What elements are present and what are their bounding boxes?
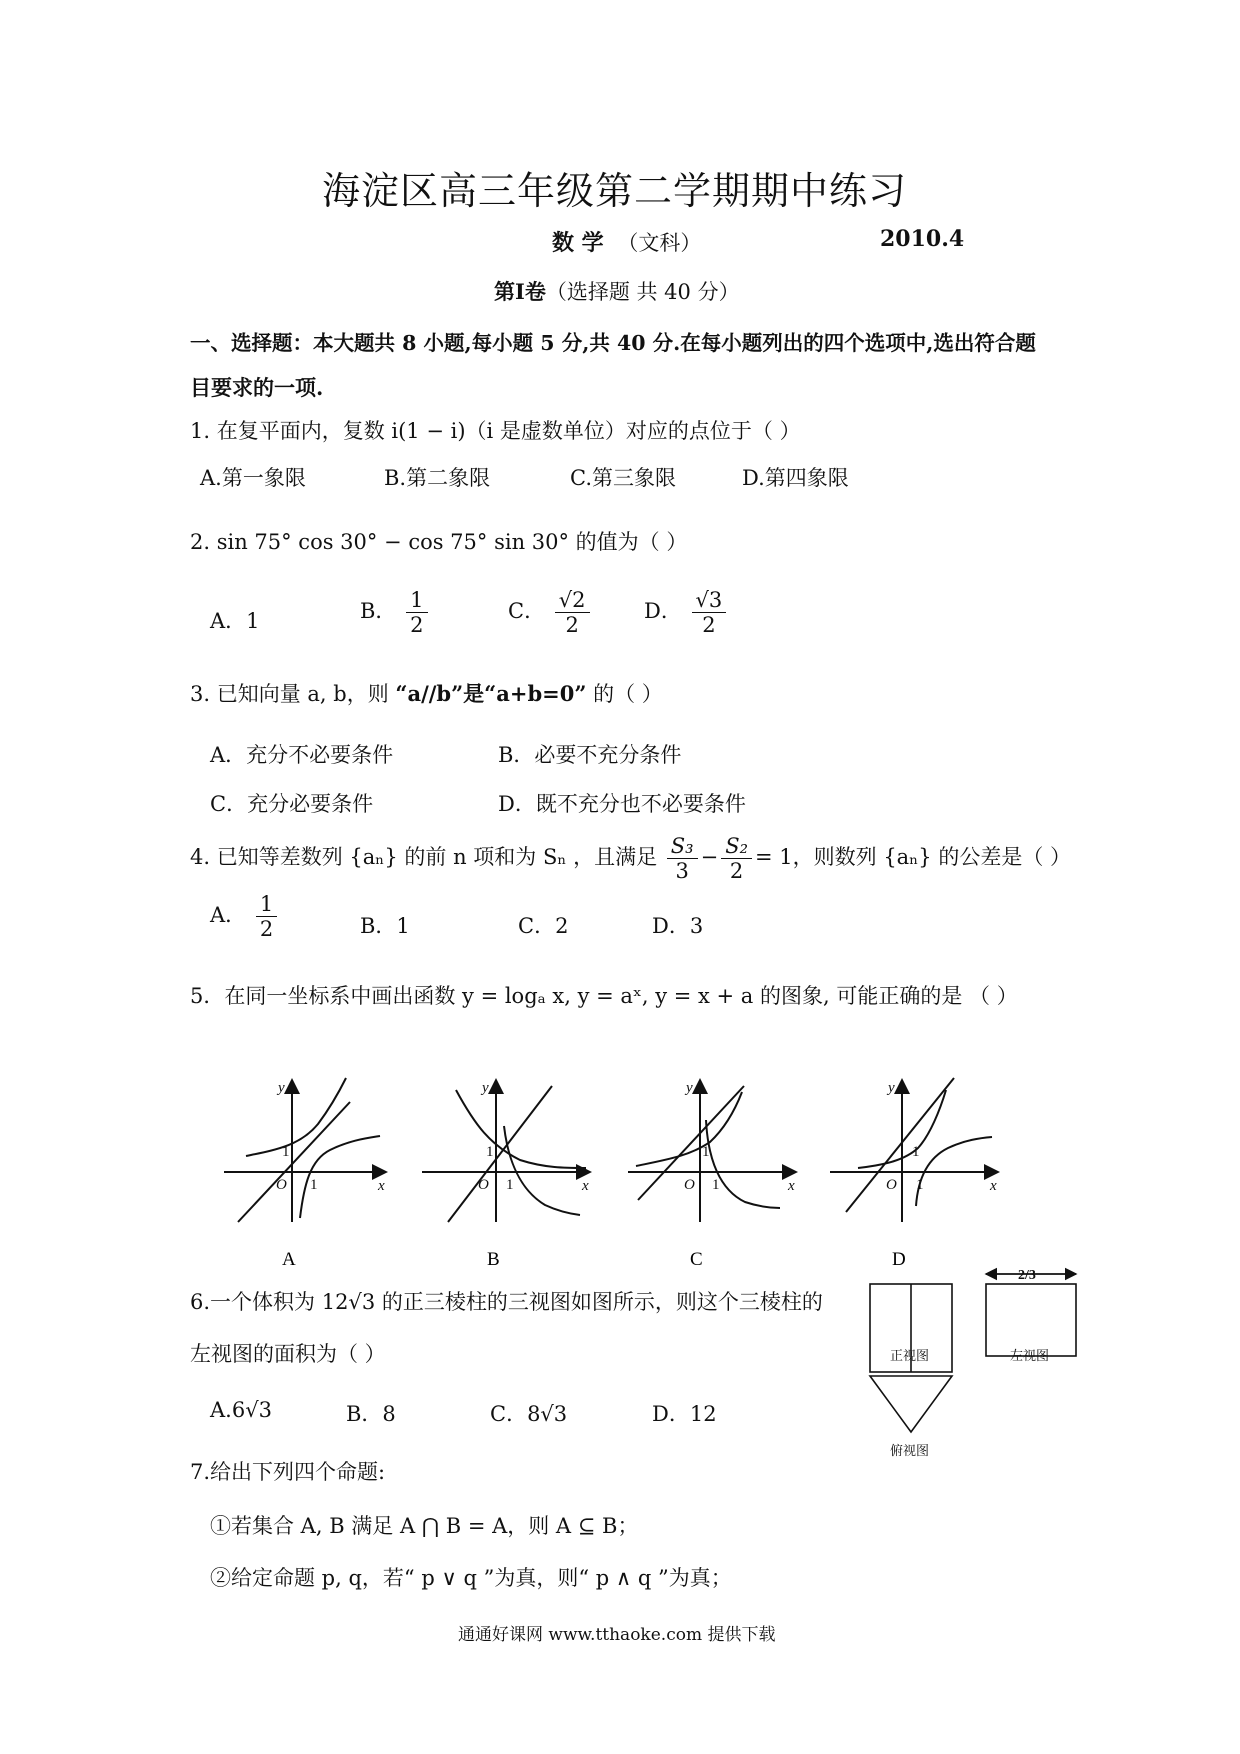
q2-stem: 2. sin 75° cos 30° − cos 75° sin 30° 的值为（ ） <box>190 530 688 554</box>
frac-num: 1 <box>406 588 427 613</box>
frac-den: 2 <box>565 613 579 638</box>
one-label-y: 1 <box>912 1144 920 1160</box>
q7-proposition-2: ②给定命题 p, q，若“ p ∨ q ”为真，则“ p ∧ q ”为真； <box>210 1566 732 1590</box>
q6-option-a: A.6√3 <box>210 1398 272 1422</box>
q4-stem-pre: 4. 已知等差数列 {aₙ} 的前 n 项和为 Sₙ ，且满足 <box>190 845 658 870</box>
graph-c-label: C <box>690 1249 703 1270</box>
axis-y-label: y <box>278 1080 285 1096</box>
q6-option-b: B．8 <box>346 1402 396 1426</box>
q2-option-a: A．1 <box>210 609 260 633</box>
exam-date: 2010.4 <box>880 226 965 252</box>
q4-stem-post: = 1，则数列 {aₙ} 的公差是（ ） <box>755 845 1071 870</box>
axis-x-label: x <box>990 1178 997 1194</box>
q7-stem: 7.给出下列四个命题: <box>190 1460 386 1484</box>
q3-option-d: D．既不充分也不必要条件 <box>498 792 746 816</box>
graph-b <box>422 1080 590 1222</box>
one-label-y: 1 <box>486 1144 494 1160</box>
volume-label: 第Ⅰ卷 <box>494 279 546 304</box>
frac-den: 2 <box>259 917 274 942</box>
frac-den: 2 <box>410 613 424 638</box>
subject-type: （文科） <box>617 231 702 255</box>
frac-den: 2 <box>702 613 716 638</box>
q6-stem-line2: 左视图的面积为（ ） <box>190 1342 386 1366</box>
q4-option-b: B．1 <box>360 914 410 938</box>
q4-option-d: D．3 <box>652 914 704 938</box>
one-label-y: 1 <box>282 1144 290 1160</box>
volume-note: （选择题 共 40 分） <box>545 280 740 304</box>
graph-c <box>628 1080 796 1222</box>
q1-option-b: B.第二象限 <box>384 466 491 490</box>
q6-stem-line1: 6.一个体积为 12√3 的正三棱柱的三视图如图所示，则这个三棱柱的 <box>190 1290 823 1314</box>
origin-label: O <box>276 1177 287 1193</box>
graph-b-label: B <box>487 1249 500 1270</box>
section-instructions-line2: 目要求的一项. <box>190 375 324 400</box>
top-view <box>870 1376 952 1432</box>
q4-option-c: C．2 <box>518 914 569 938</box>
q6-option-c: C．8√3 <box>490 1402 568 1426</box>
side-view-dimension: 2/3 <box>1018 1268 1036 1283</box>
q1-option-c: C.第三象限 <box>570 466 676 490</box>
q1-stem: 1. 在复平面内，复数 i(1 − i)（i 是虚数单位）对应的点位于（ ） <box>190 419 801 443</box>
q3-stem-post: 的（ ） <box>593 682 663 706</box>
one-label: 1 <box>712 1177 720 1193</box>
axis-y-label: y <box>482 1080 489 1096</box>
one-label: 1 <box>916 1177 924 1193</box>
axis-x-label: x <box>788 1178 795 1194</box>
q3-option-b: B．必要不充分条件 <box>498 743 682 767</box>
graph-d-label: D <box>892 1249 906 1270</box>
graph-a <box>224 1078 386 1222</box>
frac-den: 2 <box>729 859 744 884</box>
axis-x-label: x <box>582 1178 589 1194</box>
origin-label: O <box>886 1177 897 1193</box>
frac-num: √3 <box>692 588 727 613</box>
axis-x-label: x <box>378 1178 385 1194</box>
side-view-caption: 左视图 <box>1010 1349 1050 1364</box>
one-label: 1 <box>506 1177 514 1193</box>
q1-option-d: D.第四象限 <box>742 466 849 490</box>
frac-num: √2 <box>555 588 590 613</box>
axis-y-label: y <box>888 1080 895 1096</box>
page-title: 海淀区高三年级第二学期期中练习 <box>322 169 908 213</box>
origin-label: O <box>478 1177 489 1193</box>
q6-option-d: D．12 <box>652 1402 717 1426</box>
frac-num: S₃ <box>667 834 698 859</box>
q4-minus: − <box>700 845 719 870</box>
frac-den: 3 <box>675 859 689 884</box>
q2-option-b-label: B． <box>360 599 397 624</box>
axis-y-label: y <box>686 1080 693 1096</box>
q4-option-a-label: A． <box>210 903 247 928</box>
q3-stem-bold: “a//b”是“a+b=0” <box>395 681 587 706</box>
q5-stem: 5．在同一坐标系中画出函数 y = logₐ x, y = aˣ, y = x + a 的图象, 可能正确的是 （ ） <box>190 984 1018 1008</box>
graph-b-labels <box>478 1080 589 1194</box>
front-view-caption: 正视图 <box>890 1349 930 1364</box>
section-instructions-line1: 一、选择题：本大题共 8 小题,每小题 5 分,共 40 分.在每小题列出的四个选项中,选出符合题 <box>190 331 1036 355</box>
q1-option-a: A.第一象限 <box>200 466 306 490</box>
origin-label: O <box>684 1177 695 1193</box>
top-view-caption: 俯视图 <box>890 1444 930 1459</box>
graph-a-label: A <box>282 1249 296 1270</box>
q3-stem-pre: 3. 已知向量 a, b，则 <box>190 682 389 706</box>
q2-option-c-label: C． <box>508 599 546 624</box>
page-footer: 通通好课网 www.tthaoke.com 提供下载 <box>458 1625 776 1645</box>
one-label: 1 <box>310 1177 318 1193</box>
subject: 数 学 <box>552 230 604 256</box>
frac-num: 1 <box>256 892 277 917</box>
q3-option-c: C．充分必要条件 <box>210 792 374 816</box>
one-label-y: 1 <box>702 1144 710 1160</box>
frac-num: S₂ <box>721 834 752 859</box>
q7-proposition-1: ①若集合 A, B 满足 A ⋂ B = A，则 A ⊆ B； <box>210 1514 639 1538</box>
q3-option-a: A．充分不必要条件 <box>210 743 394 767</box>
q2-option-d-label: D． <box>644 599 682 624</box>
